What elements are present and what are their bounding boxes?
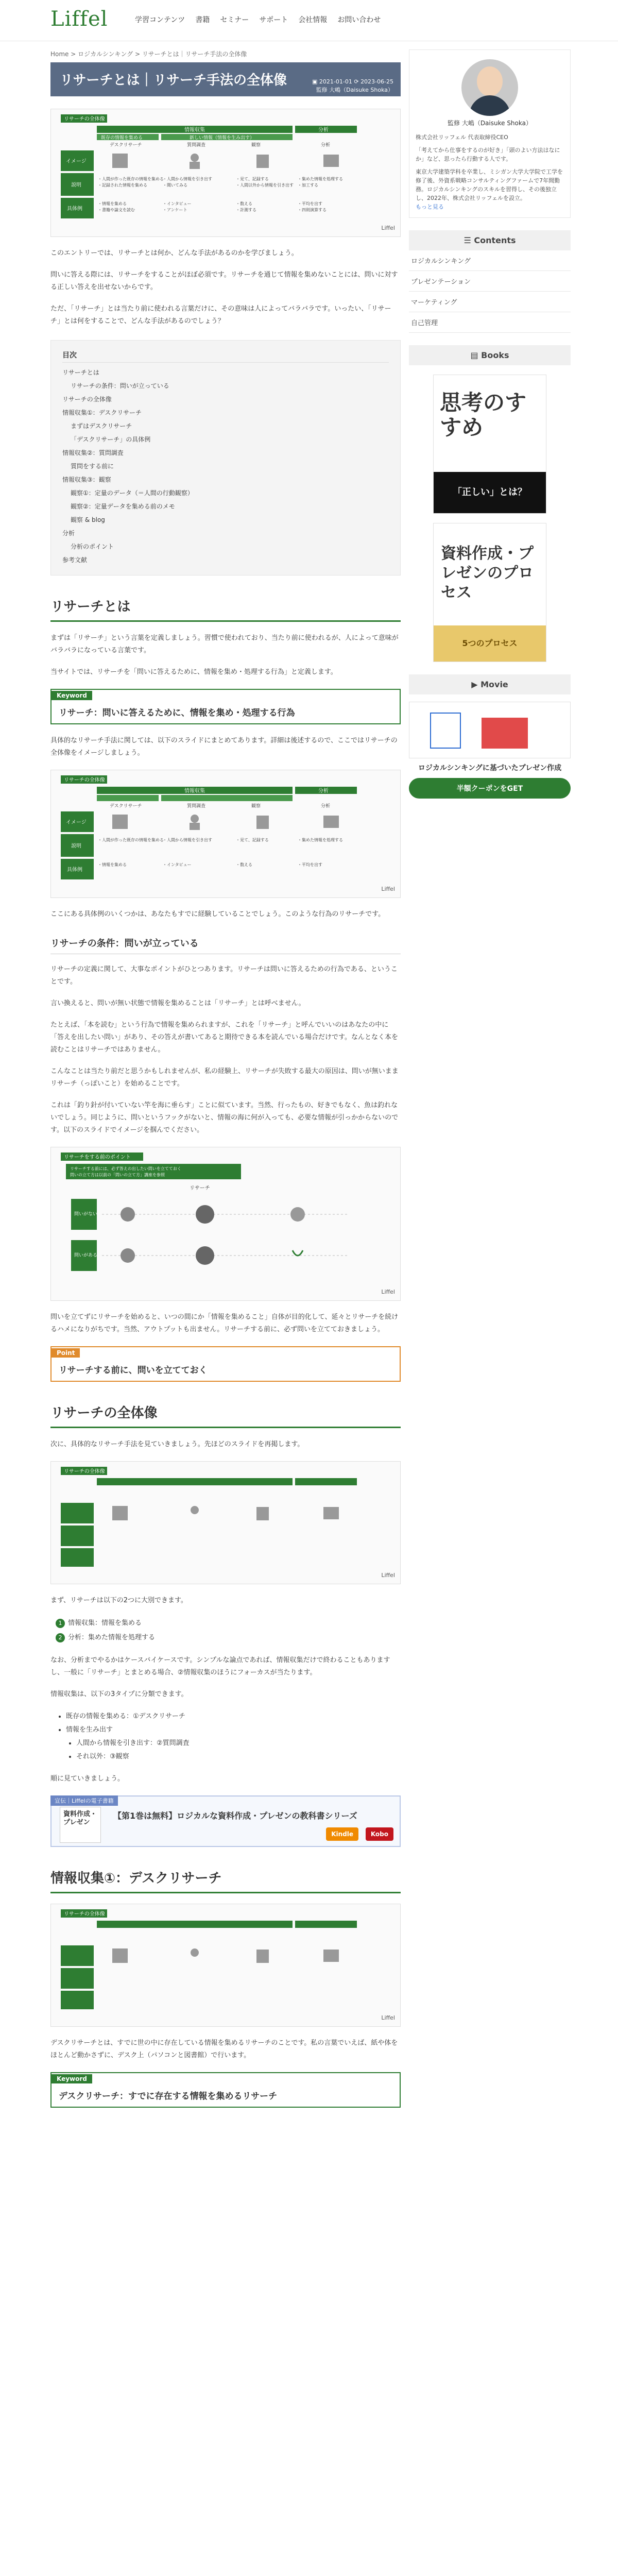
contents-heading: ☰ Contents [409, 230, 571, 250]
svg-text:具体例: 具体例 [67, 867, 82, 873]
nav-contact[interactable]: お問い合わせ [337, 16, 381, 24]
research-overview-diagram [56, 114, 395, 223]
svg-text:・アンケート: ・アンケート [163, 208, 187, 212]
nav-seminar[interactable]: セミナー [220, 16, 249, 24]
paragraph: まずは「リサーチ」という言葉を定義しましょう。習慣で使われており、当たり前に使われるが、人によって意味がバラバラになっている言葉です。 [50, 634, 399, 654]
paragraph: まず、リサーチは以下の2つに大別できます。 [50, 1597, 187, 1604]
svg-text:問いの立て方は以前の「問いの立て方」講座を参照: 問いの立て方は以前の「問いの立て方」講座を参照 [70, 1173, 165, 1177]
table-of-contents [50, 340, 401, 575]
svg-text:・人間から情報を引き出す: ・人間から情報を引き出す [163, 177, 212, 181]
step-list [56, 1616, 401, 1645]
svg-text:・聞いてみる: ・聞いてみる [163, 183, 187, 188]
toc-item[interactable]: リサーチの条件：問いが立っている [71, 382, 169, 389]
step-number-2: 2 [56, 1633, 65, 1642]
site-logo[interactable]: Liffel [50, 7, 108, 31]
paragraph: リサーチの定義に関して、大事なポイントがひとつあります。リサーチは問いに答えるための行為である、ということです。 [50, 965, 398, 986]
nav-support[interactable]: サポート [259, 16, 288, 24]
toc-item[interactable]: 情報収集③：観察 [62, 476, 111, 483]
ad-thumbnail[interactable]: 資料作成・プレゼン [60, 1807, 101, 1843]
keyword-box [50, 2072, 401, 2108]
toc-item[interactable]: リサーチの全体像 [62, 396, 112, 403]
section-heading: リサーチとは [50, 596, 401, 622]
svg-text:・数える: ・数える [236, 862, 252, 867]
svg-text:イメージ: イメージ [66, 820, 87, 825]
section-heading: 情報収集①：デスクリサーチ [50, 1868, 401, 1893]
paragraph: 言い換えると、問いが無い状態で情報を集めることは「リサーチ」とは呼べません。 [50, 999, 305, 1007]
col-head-collect: 情報収集 [184, 127, 205, 133]
ad-tag: 宣伝｜Liffelの電子書籍 [50, 1795, 118, 1806]
svg-text:・数える: ・数える [236, 201, 252, 206]
article-title-bar [50, 62, 401, 96]
paragraph: 次に、具体的なリサーチ手法を見ていきましょう。先ほどのスライドを再掲します。 [50, 1440, 304, 1448]
svg-text:・情報を集める: ・情報を集める [98, 201, 127, 206]
paragraph: 情報収集は、以下の3タイプに分類できます。 [50, 1690, 188, 1698]
toc-heading: 目次 [62, 349, 389, 363]
toc-item[interactable]: 観察②：定量データを集める前のメモ [71, 503, 175, 510]
intro-2: 問いに答える際には、リサーチをすることがほぼ必須です。リサーチを通じて情報を集めないことには、問いに対する正しい答えを出せないからです。 [50, 271, 398, 291]
svg-text:問いがない: 問いがない [74, 1212, 98, 1217]
toc-item[interactable]: 参考文献 [62, 556, 88, 564]
svg-text:・人間が作った既存の情報を集める: ・人間が作った既存の情報を集める [98, 177, 164, 181]
profile-name: 監修 大嶋（Daisuke Shoka） [448, 120, 532, 127]
svg-text:・加工する: ・加工する [298, 183, 318, 188]
author-profile [409, 49, 571, 218]
profile-career: 東京大学建築学科を卒業し、ミシガン大学大学院で工学を修了後、外資系戦略コンサルティングファームで7年間勤務。ロジカルシンキングのスキルを習得し、その後独立し、2022年、株式会社リッフェルを設立。 [416, 168, 563, 201]
collection-types-list [66, 1710, 401, 1764]
svg-text:・集めた情報を処理する: ・集めた情報を処理する [298, 838, 343, 842]
svg-text:説明: 説明 [71, 843, 81, 849]
toc-item[interactable]: 観察 & blog [71, 516, 105, 523]
svg-text:デスクリサーチ: デスクリサーチ [110, 804, 142, 809]
toc-item[interactable]: 分析のポイント [71, 543, 114, 550]
paragraph: 当サイトでは、リサーチを「問いに答えるために、情報を集め・処理する行為」と定義します。 [50, 668, 337, 676]
svg-text:情報収集: 情報収集 [184, 788, 205, 794]
article-meta [312, 78, 393, 94]
svg-text:デスクリサーチ: デスクリサーチ [110, 143, 142, 148]
svg-text:・見て、記録する: ・見て、記録する [236, 838, 269, 842]
contents-item[interactable]: ロジカルシンキング [409, 250, 571, 271]
svg-text:分析: 分析 [321, 804, 331, 809]
paragraph: 具体的なリサーチ手法に関しては、以下のスライドにまとめてあります。詳細は後述するので、ここではリサーチの全体像をイメージしましょう。 [50, 737, 398, 757]
coupon-button[interactable]: 半額クーポンをGET [409, 778, 571, 799]
movie-thumbnail[interactable] [409, 702, 571, 758]
book-cover-2[interactable]: 資料作成・プレゼンのプロセス 5つのプロセス [433, 523, 546, 662]
subsection-heading: リサーチの条件：問いが立っている [50, 936, 401, 954]
toc-item[interactable]: 情報収集①：デスクリサーチ [62, 409, 142, 416]
svg-text:質問調査: 質問調査 [187, 143, 206, 148]
svg-text:・人間から情報を引き出す: ・人間から情報を引き出す [163, 838, 212, 842]
slide-research-overview-2 [50, 770, 401, 898]
list-item: • 情報を生み出す [66, 1723, 401, 1737]
book-icon: ▤ [470, 350, 482, 360]
list-item: • 既存の情報を集める：①デスクリサーチ [66, 1710, 401, 1723]
research-overview-diagram [56, 775, 395, 884]
svg-text:観察: 観察 [251, 804, 261, 809]
list-item: • それ以外：③観察 [76, 1750, 401, 1764]
svg-text:・記録された情報を集める: ・記録された情報を集める [98, 183, 147, 188]
point-body: リサーチする前に、問いを立てておく [59, 1365, 208, 1376]
svg-text:・インタビュー: ・インタビュー [163, 862, 192, 867]
slide-caption: Liffel [381, 225, 395, 231]
svg-text:リサーチをする前のポイント: リサーチをする前のポイント [64, 1155, 131, 1160]
step-item: 1 情報収集：情報を集める [56, 1616, 401, 1631]
profile-title: 株式会社リッフェル 代表取締役CEO [416, 134, 508, 141]
paragraph: これは「釣り針が付いていない竿を海に垂らす」ことに似ています。当然、行ったもの、好きでもなく、魚は釣れないでしょう。同じように、問いというフックがないと、情報の海に何が入っても、必要な情報が引っかからないのです。以下のスライドでイメージを掴んでください。 [50, 1101, 399, 1134]
toc-item[interactable]: 「デスクリサーチ」の具体例 [71, 436, 151, 443]
author: 監修 大嶋（Daisuke Shoka） [316, 87, 393, 93]
svg-text:・書籍や論文を読む: ・書籍や論文を読む [98, 208, 135, 212]
point-tag: Point [52, 1348, 80, 1358]
keyword-tag: Keyword [52, 691, 92, 700]
toc-item[interactable]: 分析 [62, 530, 75, 537]
calendar-icon: ▣ [312, 78, 318, 85]
paragraph: こんなことは当たり前だと思うかもしれませんが、私の経験上、リサーチが失敗する最大の原因は、問いが無いままリサーチ（っぽいこと）を始めることです。 [50, 1067, 399, 1088]
paragraph: 問いを立てずにリサーチを始めると、いつの間にか「情報を集めること」自体が目的化して、延々とリサーチを続けるハメになりがちです。当然、アウトプットも出ません。リサーチする前に、必ず問いを立てておきましょう。 [50, 1313, 399, 1333]
play-icon: ▶ [471, 680, 481, 689]
paragraph: ここにある具体例のいくつかは、あなたもすでに経験していることでしょう。このような行為のリサーチです。 [50, 910, 385, 918]
book-cover-1[interactable]: 思考のすすめ 「正しい」とは？ [433, 375, 546, 514]
main-nav [135, 14, 381, 25]
svg-text:・情報を集める: ・情報を集める [98, 862, 127, 867]
toc-item[interactable]: 観察①：定量のデータ（＝人間の行動観察） [71, 489, 194, 497]
slide-caption: Liffel [381, 1289, 395, 1295]
kindle-button[interactable]: Kindle [326, 1827, 358, 1841]
toc-item[interactable]: 情報収集②：質問調査 [62, 449, 124, 456]
books-heading: ▤ Books [409, 345, 571, 365]
sidebar [409, 49, 571, 799]
kobo-button[interactable]: Kobo [366, 1827, 393, 1841]
slide-title: リサーチの全体像 [64, 116, 105, 122]
svg-text:新しい情報（情報を生み出す）: 新しい情報（情報を生み出す） [190, 135, 255, 141]
paragraph: デスクリサーチとは、すでに世の中に存在している情報を集めるリサーチのことです。私の言葉でいえば、紙や体をほとんど動かさずに、デスク上（パソコンと図書館）で行います。 [50, 2039, 398, 2059]
keyword-body: リサーチ：問いに答えるために、情報を集め・処理する行為 [59, 708, 295, 718]
svg-text:・集めた情報を処理する: ・集めた情報を処理する [298, 177, 343, 181]
toc-item[interactable]: まずはデスクリサーチ [71, 422, 132, 430]
contents-list [409, 250, 571, 333]
svg-text:観察: 観察 [251, 143, 261, 148]
intro-3: ただ、「リサーチ」とは当たり前に使われる言葉だけに、その意味は人によってバラバラです。いったい、「リサーチ」とは何をすることで、どんな手法があるのでしょう？ [50, 305, 391, 325]
slide-research-overview [50, 109, 401, 237]
nav-books[interactable]: 書籍 [195, 16, 210, 24]
intro-1: このエントリーでは、リサーチとは何か、どんな手法があるのかを学びましょう。 [50, 249, 298, 257]
paragraph: たとえば、「本を読む」という行為で情報を集められますが、これを「リサーチ」と呼んでいいのはあなたの中に「答えを出したい問い」があり、その答えが書いてあると期待できる本を読んでいる場合だけです。なんとなく本を読むことはリサーチではありません。 [50, 1021, 398, 1054]
research-hook-diagram [56, 1153, 395, 1286]
svg-text:分析: 分析 [321, 143, 331, 148]
slide-caption: Liffel [381, 1572, 395, 1579]
step-number-1: 1 [56, 1619, 65, 1628]
site-header [0, 0, 618, 41]
svg-text:具体例: 具体例 [67, 206, 82, 212]
movie-title: ロジカルシンキングに基づいたプレゼン作成 [418, 764, 562, 772]
svg-text:・平均を出す: ・平均を出す [298, 201, 322, 206]
nav-company[interactable]: 会社情報 [298, 16, 328, 24]
research-overview-diagram [56, 1909, 395, 2012]
col-head-analysis: 分析 [318, 127, 329, 133]
list-icon: ☰ [464, 235, 474, 245]
contents-item[interactable]: マーケティング [409, 292, 571, 312]
toc-item[interactable]: 質問をする前に [71, 463, 114, 470]
svg-text:リサーチの全体像: リサーチの全体像 [64, 777, 105, 783]
step-item: 2 分析：集めた情報を処理する [56, 1631, 401, 1645]
article-title: リサーチとは｜リサーチ手法の全体像 [60, 73, 287, 88]
list-item: • 人間から情報を引き出す：②質問調査 [76, 1737, 401, 1750]
section-heading: リサーチの全体像 [50, 1402, 401, 1428]
svg-text:・インタビュー: ・インタビュー [163, 201, 192, 206]
slide-caption: Liffel [381, 2014, 395, 2021]
svg-text:問いがある: 問いがある [74, 1253, 98, 1258]
slide-research-overview-3 [50, 1461, 401, 1584]
svg-text:・平均を出す: ・平均を出す [298, 862, 322, 867]
svg-text:・人間が作った既存の情報を集める: ・人間が作った既存の情報を集める [98, 838, 164, 842]
research-overview-diagram [56, 1467, 395, 1570]
update-icon: ⟳ [354, 78, 359, 85]
svg-text:・人間以外から情報を引き出す: ・人間以外から情報を引き出す [236, 183, 294, 188]
nav-learning[interactable]: 学習コンテンツ [135, 16, 185, 24]
svg-text:・見て、記録する: ・見て、記録する [236, 177, 269, 181]
movie-heading: ▶ Movie [409, 674, 571, 694]
contents-item[interactable]: 自己管理 [409, 312, 571, 333]
slide-research-overview-4 [50, 1904, 401, 2027]
keyword-box [50, 689, 401, 724]
keyword-tag: Keyword [52, 2074, 92, 2083]
svg-text:質問調査: 質問調査 [187, 804, 206, 809]
point-box [50, 1346, 401, 1382]
avatar [461, 59, 518, 116]
svg-text:・四則演算する: ・四則演算する [298, 208, 327, 212]
svg-text:リサーチする前には、必ず答えの出したい問いを立てておく: リサーチする前には、必ず答えの出したい問いを立てておく [70, 1166, 181, 1171]
profile-desc: 「考えてから仕事をするのが好き」「頭のよい方法はなにか」など、思ったら行動する人です。 [416, 147, 560, 162]
paragraph: なお、分析までやるかはケースバイケースです。シンプルな論点であれば、情報収集だけで終わることもありますし、一般に「リサーチ」とまとめる場合、②情報収集のほうにフォーカスが当たります。 [50, 1656, 390, 1676]
keyword-body: デスクリサーチ：すでに存在する情報を集めるリサーチ [59, 2091, 278, 2102]
article [50, 49, 401, 2118]
profile-link[interactable]: もっと見る [416, 204, 444, 210]
svg-text:リサーチ: リサーチ [190, 1185, 210, 1191]
paragraph: 順に見ていきましょう。 [50, 1775, 125, 1783]
toc-item[interactable]: リサーチとは [62, 369, 99, 376]
date-updated: 2023-06-25 [360, 78, 393, 85]
breadcrumb[interactable]: Home > ロジカルシンキング > リサーチとは｜リサーチ手法の全体像 [50, 50, 247, 58]
svg-text:・計測する: ・計測する [236, 208, 256, 212]
date-published: 2021-01-01 [319, 78, 352, 85]
svg-text:イメージ: イメージ [66, 159, 87, 164]
svg-text:分析: 分析 [318, 788, 329, 794]
svg-text:リサーチの全体像: リサーチの全体像 [64, 1911, 105, 1917]
slide-research-hook [50, 1147, 401, 1301]
ad-text[interactable]: 【第1巻は無料】ロジカルな資料作成・プレゼンの教科書シリーズ [113, 1811, 357, 1821]
svg-text:説明: 説明 [71, 182, 81, 188]
svg-text:リサーチの全体像: リサーチの全体像 [64, 1469, 105, 1475]
slide-caption: Liffel [381, 886, 395, 892]
svg-text:既存の情報を集める: 既存の情報を集める [101, 135, 143, 141]
contents-item[interactable]: プレゼンテーション [409, 271, 571, 292]
ebook-ad[interactable] [50, 1795, 401, 1847]
